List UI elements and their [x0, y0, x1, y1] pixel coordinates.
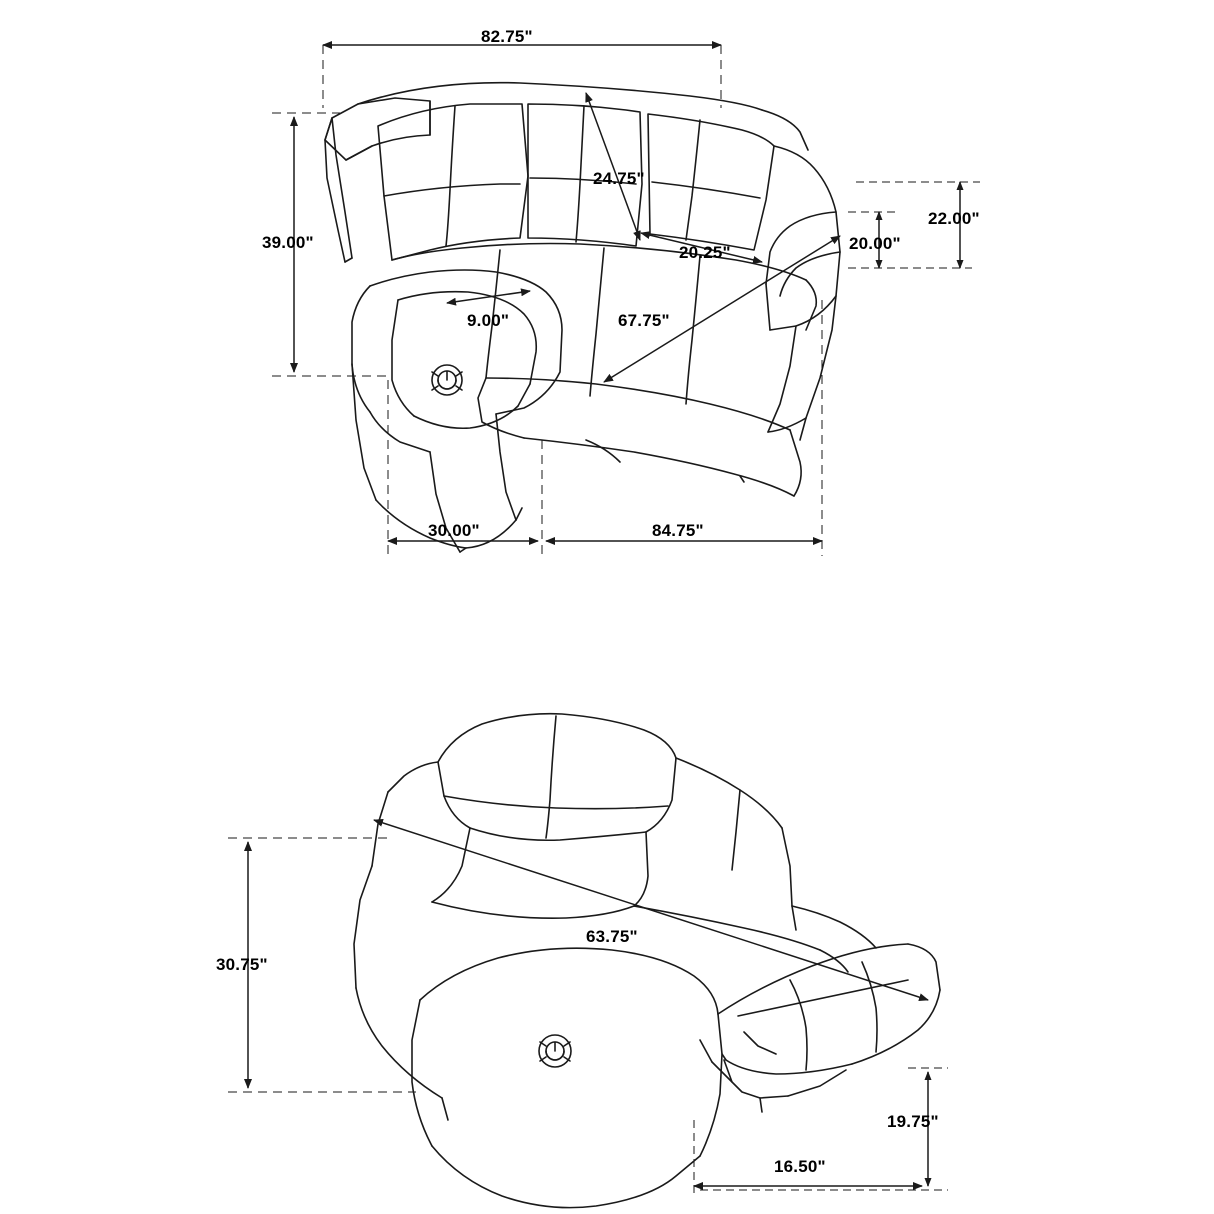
dimline-arm-width	[447, 291, 530, 303]
dimension-label-footrest-height: 19.75"	[887, 1112, 939, 1131]
dimension-label-footrest-extension: 16.50"	[774, 1157, 826, 1176]
dimension-label-overall-height: 39.00"	[262, 233, 314, 252]
top-view-dimension-lines	[272, 45, 980, 556]
dimension-label-overall-width: 82.75"	[481, 27, 533, 46]
dimension-label-seat-depth: 20.25"	[679, 243, 731, 262]
dimension-label-reclined-length: 63.75"	[586, 927, 638, 946]
dimension-label-back-cushion-height: 24.75"	[593, 169, 645, 188]
dimension-label-width-between-arms: 84.75"	[652, 521, 704, 540]
dimension-label-back-height-side: 22.00"	[928, 209, 980, 228]
sofa-reclined-view	[354, 714, 940, 1208]
bottom-view-dimension-lines	[228, 820, 948, 1196]
dimline-reclined-length	[374, 820, 928, 1000]
dimension-label-seat-width: 67.75"	[618, 311, 670, 330]
dimension-label-arm-width: 9.00"	[467, 311, 510, 330]
dimline-back-cushion-height	[586, 93, 640, 240]
sofa-upright-view	[325, 83, 840, 552]
dimension-label-arm-height: 20.00"	[849, 234, 901, 253]
dimension-label-depth-closed: 30.00"	[428, 521, 480, 540]
dimension-label-reclined-height: 30.75"	[216, 955, 268, 974]
